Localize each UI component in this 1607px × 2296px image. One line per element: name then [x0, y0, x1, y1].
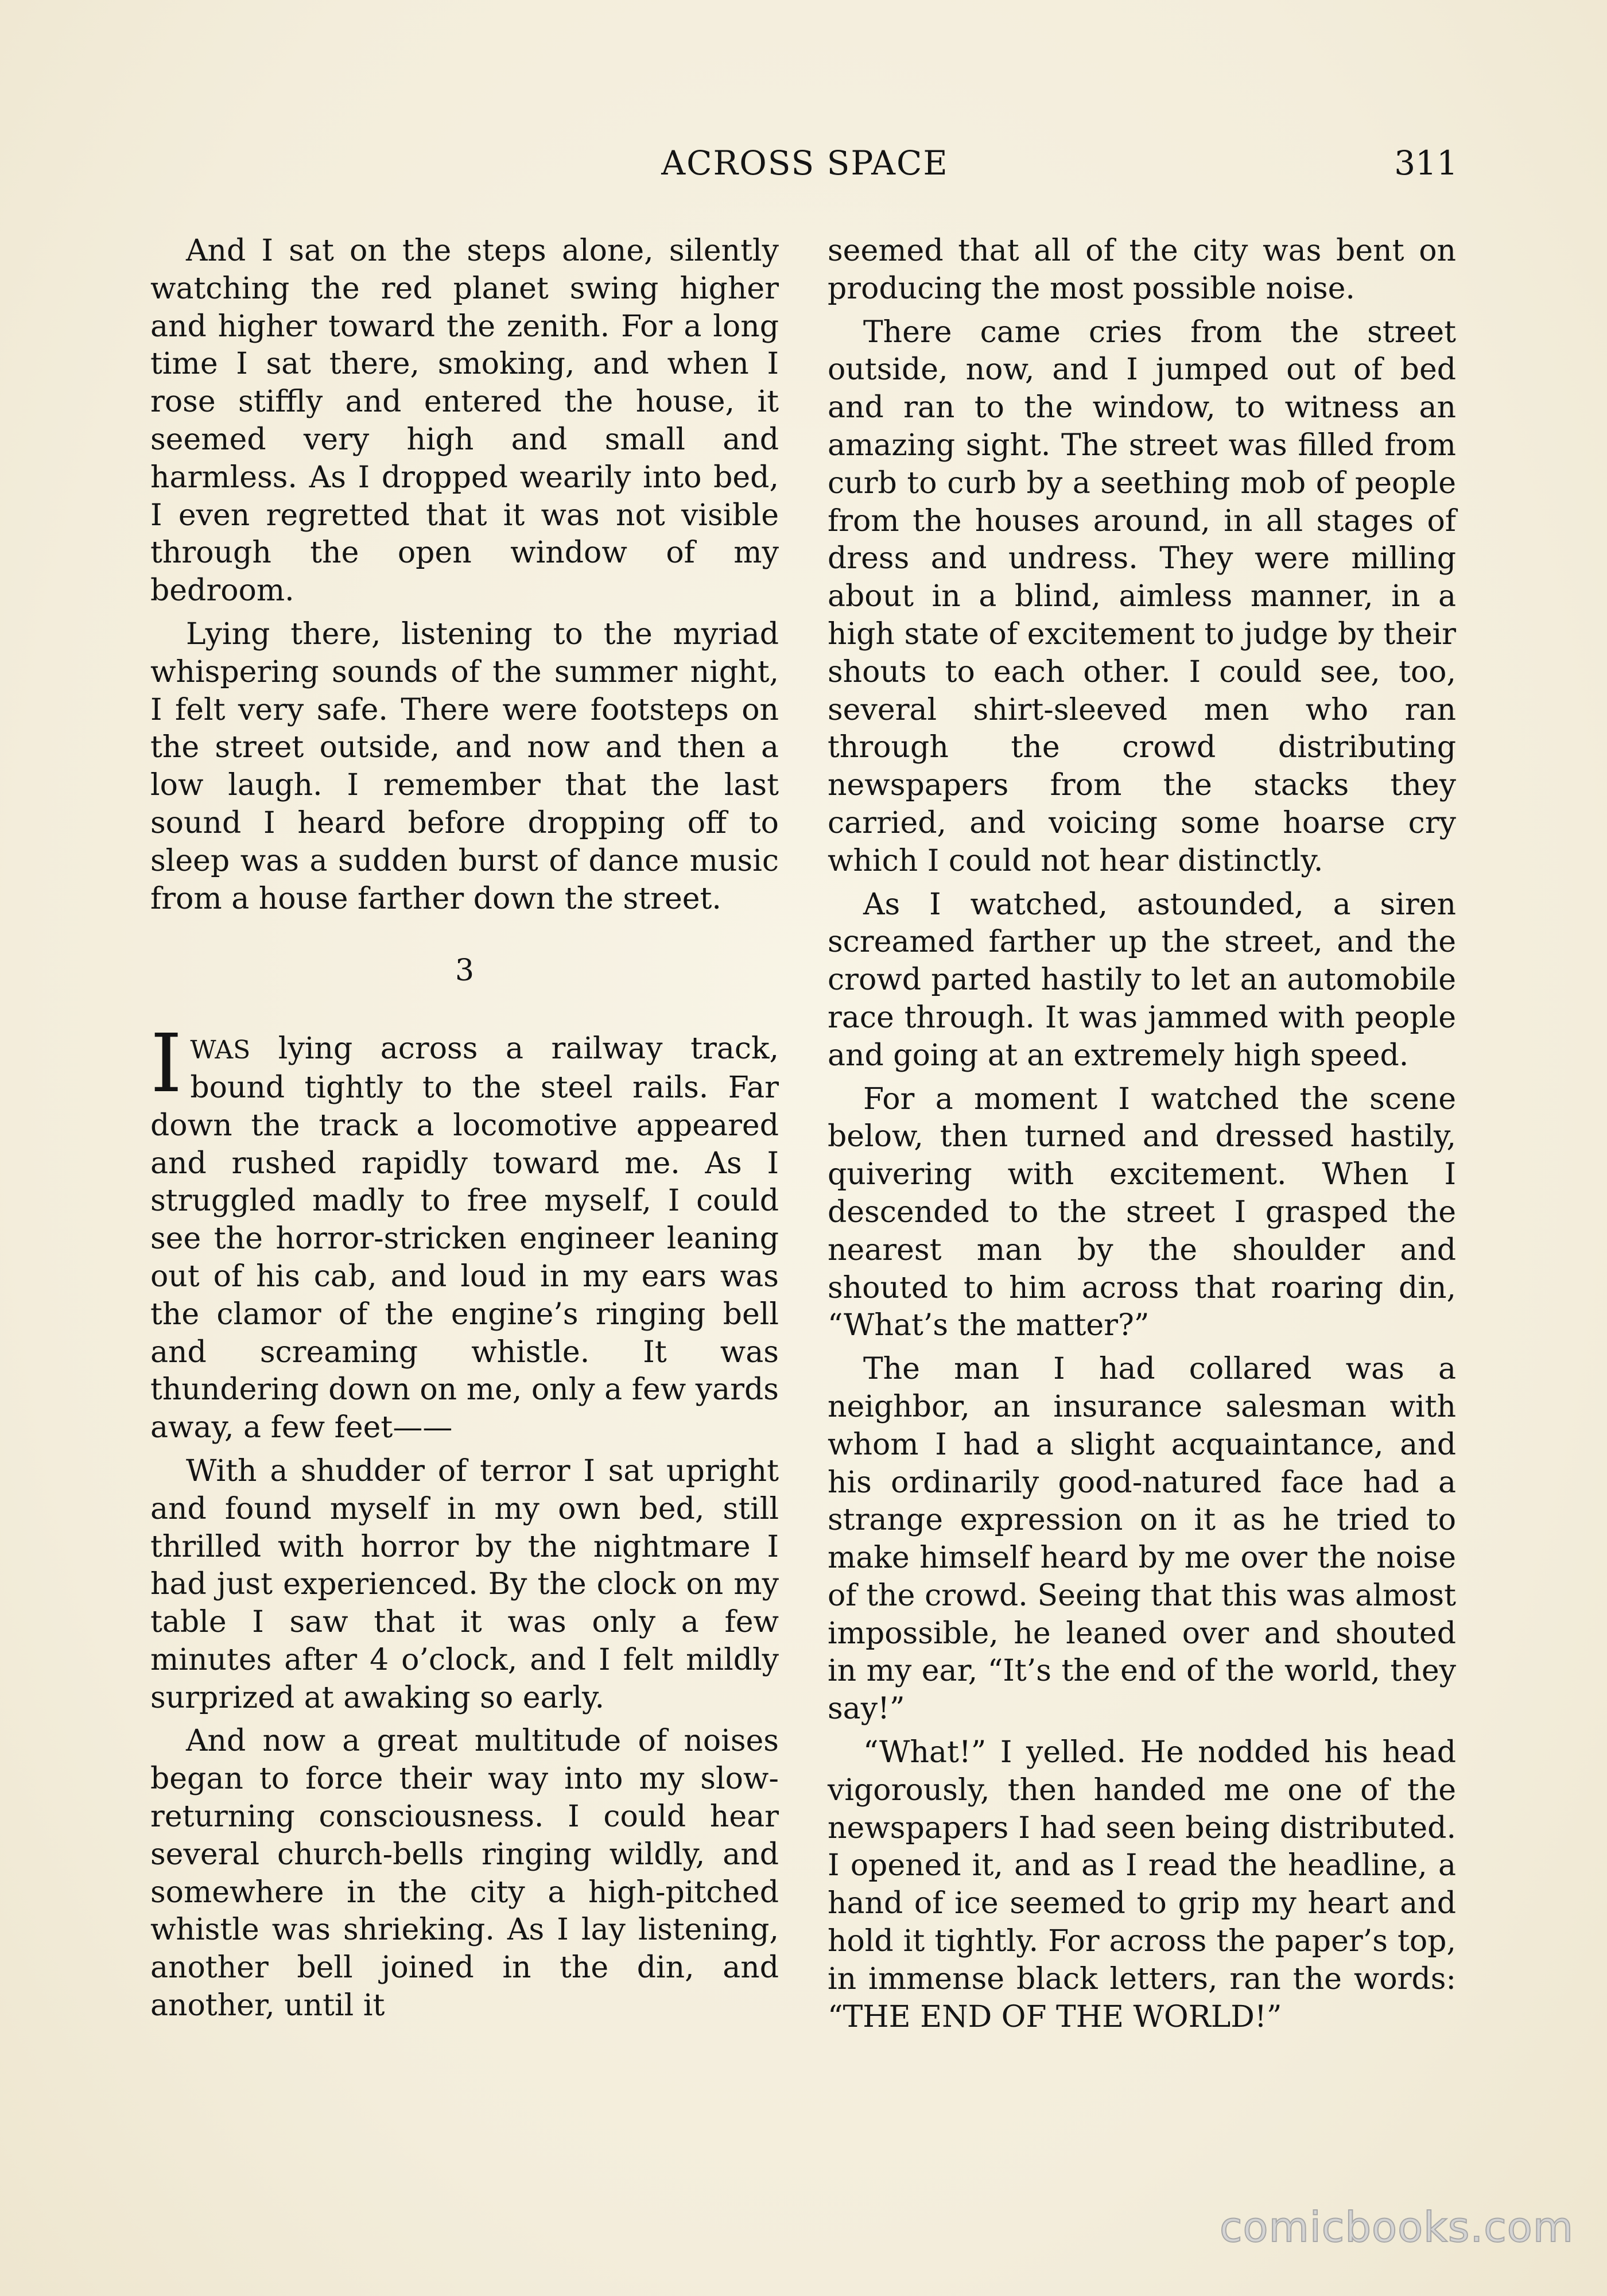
paragraph: The man I had collared was a neighbor, an insurance salesman with whom I had a slight acquaintance, and his ordinarily good-natured face had a strange expression on it as he tried to make himself heard by me over the noise of the crowd. Seeing that this was almost impossible, he leaned over and shouted in my ear, “It’s the end of the world, they say!”: [828, 1352, 1456, 1727]
paragraph: seemed that all of the city was bent on producing the most possible noise.: [828, 234, 1456, 306]
left-column: [150, 232, 779, 2031]
paragraph-text: lying across a railway track, bound tightly to the steel rails. Far down the track a locomotive appeared and rushed rapidly toward me. As I struggled madly to free myself, I could see the horror-stricken engineer leaning out of his cab, and loud in my ears was the clamor of the engine’s ringing bell and screaming whistle. It was thundering down on me, only a few yards away, a few feet——: [150, 1031, 779, 1445]
right-column: [828, 232, 1456, 2042]
paragraph: With a shudder of terror I sat upright and found myself in my own bed, still thrilled with horror by the nightmare I had just experienced. By the clock on my table I saw that it was only a few minutes after 4 o’clock, and I felt mildly surprized at awaking so early.: [150, 1453, 779, 1715]
page-header: [152, 144, 1458, 189]
paragraph: For a moment I watched the scene below, then turned and dressed hastily, quivering with excitement. When I descended to the street I grasped the nearest man by the shoulder and shouted to him across that roaring din, “What’s the matter?”: [828, 1081, 1456, 1343]
paragraph: As I watched, astounded, a siren screamed farther up the street, and the crowd parted hastily to let an automobile race through. It was jammed with people and going at an extremely high speed.: [828, 887, 1456, 1073]
paragraph-with-dropcap: [150, 1017, 779, 1447]
paragraph: And now a great multitude of noises began to force their way into my slow-returning consciousness. I could hear several church-bells ringing wildly, and somewhere in the city a high-pitched whistle was shrieking. As I lay listening, another bell joined in the din, and another, until it: [150, 1724, 779, 2023]
drop-cap: I: [150, 1017, 183, 1111]
paragraph: There came cries from the street outside, now, and I jumped out of bed and ran to the window, to witness an amazing sight. The street was filled from curb to curb by a seething mob of people from the houses around, in all stages of dress and undress. They were milling about in a blind, aimless manner, in a high state of excitement to judge by their shouts to each other. I could see, too, several shirt-sleeved men who ran through the crowd distributing newspapers from the stacks they carried, and voicing some hoarse cry which I could not hear distinctly.: [828, 315, 1456, 878]
running-title: ACROSS SPACE: [661, 144, 949, 183]
paragraph: “What!” I yelled. He nodded his head vigorously, then handed me one of the newspapers I had seen being distributed. I opened it, and as I read the headline, a hand of ice seemed to grip my heart and hold it tightly. For across the paper’s top, in immense black letters, ran the words: “THE END OF THE WORLD!”: [828, 1735, 1456, 2034]
small-caps-lead: WAS: [190, 1035, 251, 1065]
watermark: comicbooks.com: [1219, 2203, 1574, 2251]
paragraph: Lying there, listening to the myriad whispering sounds of the summer night, I felt very safe. There were footsteps on the street outside, and now and then a low laugh. I remember that the last sound I heard before dropping off to sleep was a sudden burst of dance music from a house farther down the street.: [150, 616, 779, 916]
section-number: 3: [455, 953, 475, 988]
page-number: 311: [1394, 144, 1458, 183]
paragraph: And I sat on the steps alone, silently watching the red planet swing higher and higher toward the zenith. For a long time I sat there, smoking, and when I rose stiffly and entered the house, it seemed very high and small and harmless. As I dropped wearily into bed, I even regretted that it was not visible through the open window of my bedroom.: [150, 234, 779, 608]
